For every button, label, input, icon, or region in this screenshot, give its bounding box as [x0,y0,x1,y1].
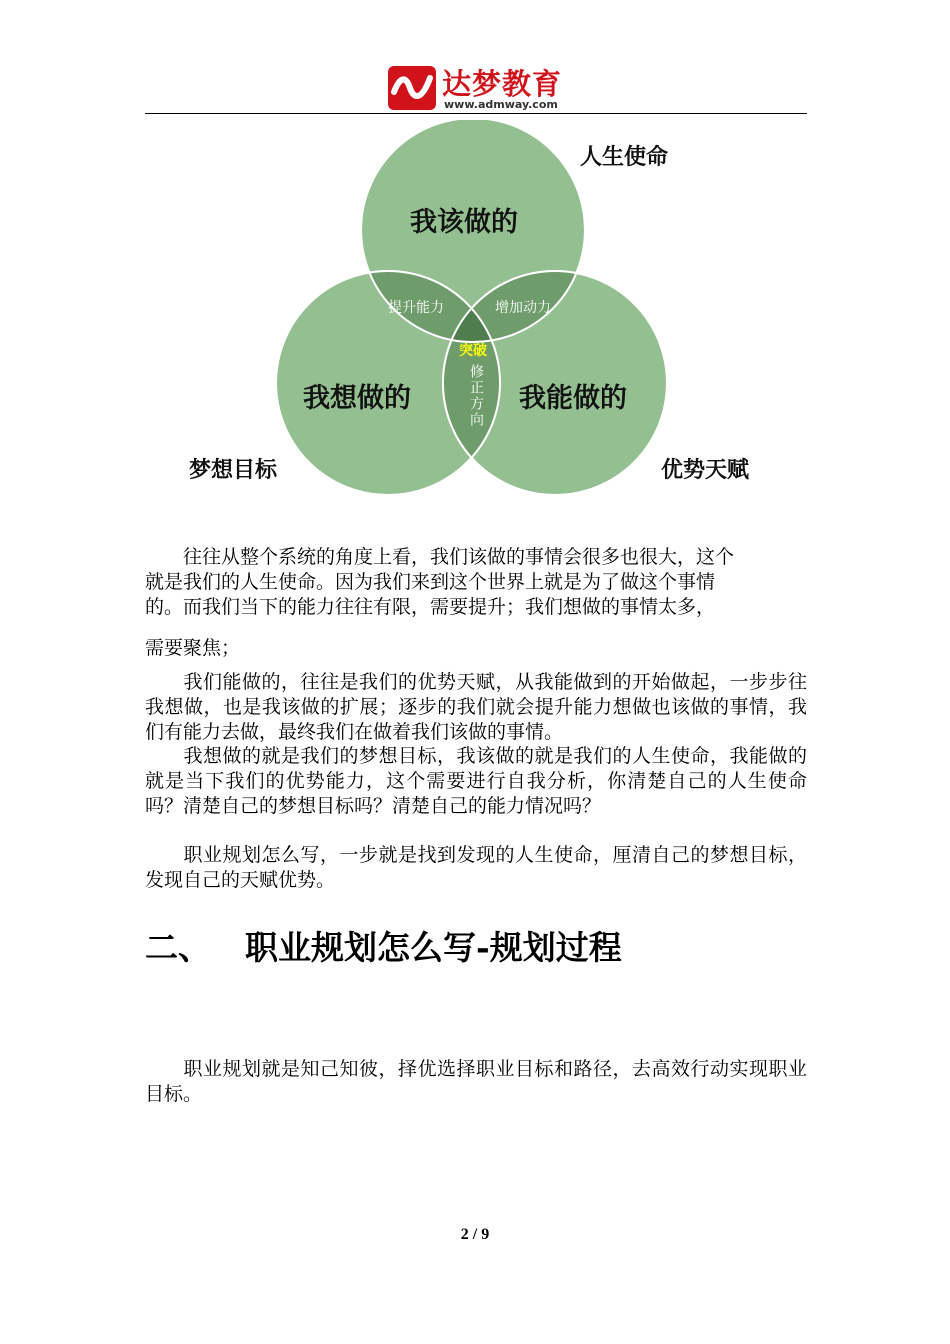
paragraph-1-line-2: 就是我们的人生使命。因为我们来到这个世界上就是为了做这个事情 [145,571,716,593]
label-dream-goal: 梦想目标 [189,458,278,483]
label-life-mission: 人生使命 [580,145,669,170]
logo-url: www.admway.com [444,98,558,111]
logo-icon [388,66,436,110]
logo-name: 达梦教育 [442,67,563,101]
header-divider [145,113,807,114]
section-title: 职业规划怎么写-规划过程 [245,928,622,967]
paragraph-3: 我想做的就是我们的梦想目标，我该做的就是我们的人生使命，我能做的就是当下我们的优势能力，这个需要进行自我分析，你清楚自己的人生使命吗？清楚自己的梦想目标吗？清楚自己的能力情况吗？ [145,745,807,817]
paragraph-5: 职业规划就是知己知彼，择优选择职业目标和路径，去高效行动实现职业目标。 [145,1058,807,1105]
paragraph-1-line-1: 往往从整个系统的角度上看，我们该做的事情会很多也很大，这个 [183,546,735,568]
label-want-to-do: 我想做的 [303,383,411,414]
label-improve-ability: 提升能力 [388,300,444,316]
label-correct-direction: 修正方向 [468,364,484,428]
brand-logo [388,64,578,114]
paragraph-1-line-4: 需要聚焦； [145,637,241,659]
page-number: 2 / 9 [460,1226,490,1243]
section-number: 二、 [145,928,211,967]
paragraph-4: 职业规划怎么写，一步就是找到发现的人生使命，厘清自己的梦想目标，发现自己的天赋优势。 [145,844,807,891]
label-breakthrough: 突破 [459,343,487,359]
paragraph-1-line-3: 的。而我们当下的能力往往有限，需要提升；我们想做的事情太多， [145,596,716,618]
paragraph-2: 我们能做的，往往是我们的优势天赋，从我能做到的开始做起，一步步往我想做，也是我该做的扩展；逐步的我们就会提升能力想做也该做的事情，我们有能力去做，最终我们在做着我们该做的事情。 [145,671,807,743]
section-heading [145,922,622,969]
label-strength-talent: 优势天赋 [661,458,750,483]
paragraph-1 [145,545,807,620]
page-header [145,60,807,114]
venn-diagram [180,120,780,520]
label-increase-motivation: 增加动力 [495,300,551,316]
label-should-do: 我该做的 [410,207,518,238]
label-can-do: 我能做的 [519,383,627,414]
